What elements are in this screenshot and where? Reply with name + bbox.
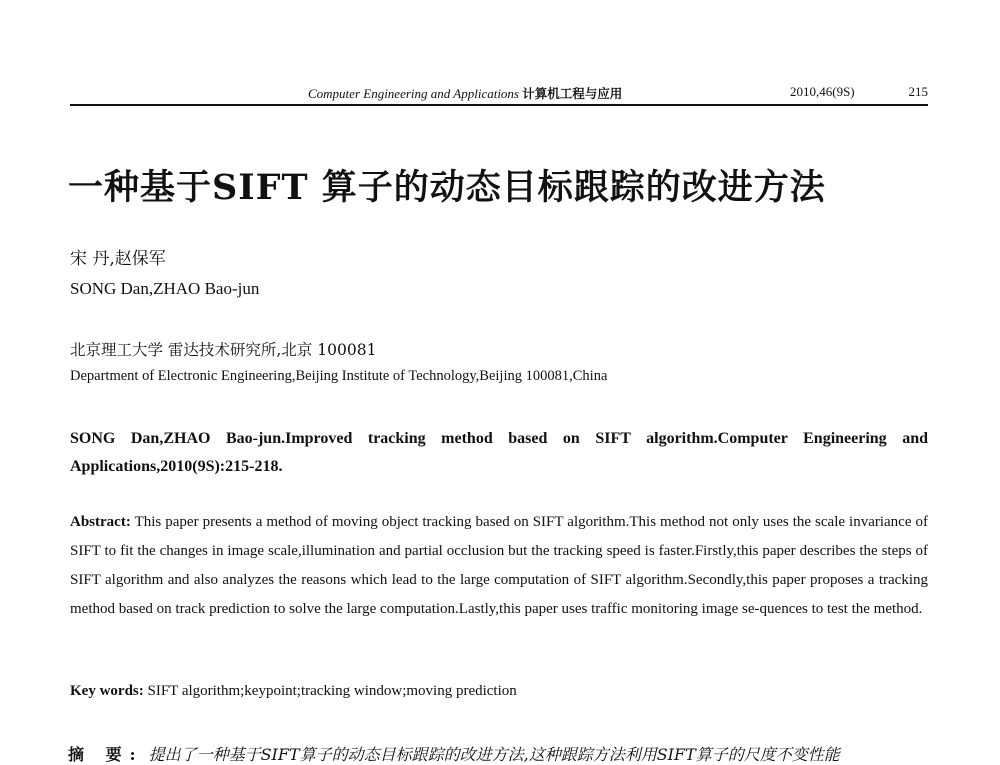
affiliation-english: Department of Electronic Engineering,Beijing Institute of Technology,Beijing 100081,China [70,368,608,384]
abstract-chinese [68,742,840,765]
journal-name [308,84,622,102]
cn-abstract-label: 摘 要: [68,745,144,764]
abstract-label: Abstract: [70,514,131,530]
authors-english: SONG Dan,ZHAO Bao-jun [70,279,260,298]
keywords-label: Key words: [70,683,144,699]
volume-issue: 2010,46(9S) [790,84,855,99]
page-number: 215 [908,84,928,99]
affiliation-chinese: 北京理工大学 雷达技术研究所,北京 100081 [70,341,377,359]
paper-title: 一种基于SIFT 算子的动态目标跟踪的改进方法 [68,167,826,208]
keywords [70,683,517,700]
journal-name-cn: 计算机工程与应用 [522,86,623,101]
keywords-text: SIFT algorithm;keypoint;tracking window;moving prediction [147,683,517,699]
journal-name-en: Computer Engineering and Applications [308,86,519,101]
abstract-english [70,508,928,624]
authors-chinese: 宋 丹,赵保军 [70,249,166,269]
citation: SONG Dan,ZHAO Bao-jun.Improved tracking method based on SIFT algorithm.Computer Engineering and Applications,2010(9S):215-218. [70,430,928,475]
cn-abstract-text: 提出了一种基于SIFT算子的动态目标跟踪的改进方法,这种跟踪方法利用SIFT算子的尺度不变性能 [148,745,840,764]
running-header [70,84,928,104]
abstract-text: This paper presents a method of moving object tracking based on SIFT algorithm.This method not only uses the scale invariance of SIFT to fit the changes in image scale,illumination and partial occlusion but the tracking speed is faster.Firstly,this paper describes the steps of SIFT algorithm and also analyzes the reasons which lead to the large computation of SIFT algorithm.Secondly,this paper proposes a tracking method based on track prediction to solve the large computation.Lastly,this paper uses traffic monitoring image se-quences to test the method. [70,514,929,617]
header-rule [70,104,928,106]
